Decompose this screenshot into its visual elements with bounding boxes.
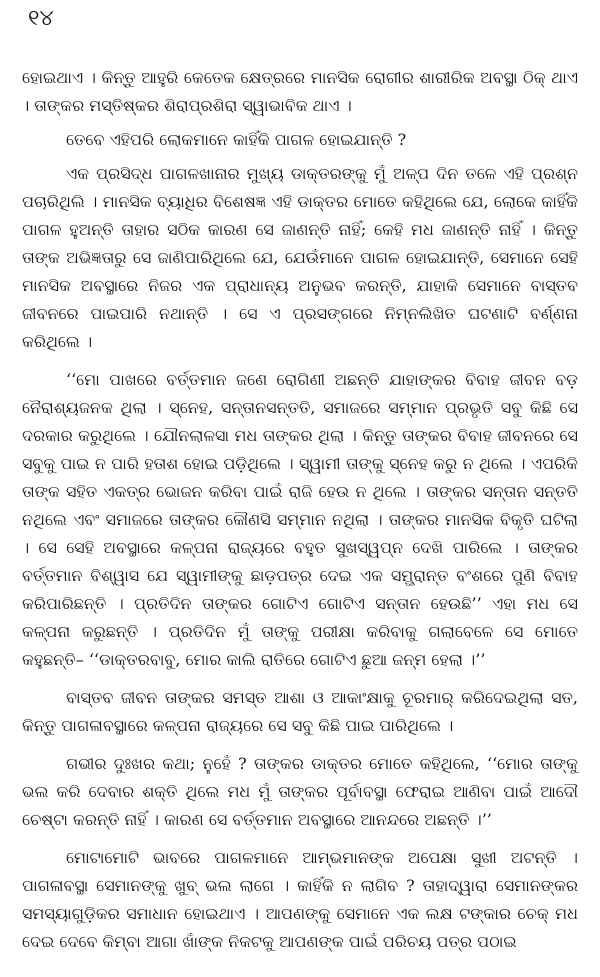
paragraph-doctor-account: ଏକ ପ୍ରସିଦ୍ଧ ପାଗଳଖାନାର ମୁଖ୍ୟ ଡାକ୍ତରଙ୍କୁ ମୁଁ ଅଳ୍ପ ଦିନ ତଳେ ଏହି ପ୍ରଶ୍ନ ପଚାରିଥିଲି । ମାନସିକ ବ୍ୟାଧିର ବିଶେଷଜ୍ଞ ଏହି ଡାକ୍ତର ମୋତେ କହିଥିଲେ ଯେ, ଲୋକେ କାହିଁକି ପାଗଳ ହୁଅନ୍ତି ତାହାର ସଠିକ କାରଣ ସେ ଜାଣନ୍ତି ନାହିଁ; କେହି ମଧ ଜାଣନ୍ତି ନାହିଁ । କିନ୍ତୁ ତାଙ୍କ ଅଭିଜ୍ଞତାରୁ ସେ ଜାଣିପାରିଥିଲେ ଯେ, ଯେଉଁମାନେ ପାଗଳ ହୋଇଯାନ୍ତି, ସେମାନେ ସେହି ମାନସିକ ଅବସ୍ଥାରେ ନିଜର ଏକ ପ୍ରାଧାନ୍ୟ ଅନୁଭବ କରନ୍ତି, ଯାହାକି ସେମାନେ ବାସ୍ତବ ଜୀବନରେ ପାଇପାରି ନଥାନ୍ତି । ସେ ଏ ପ୍ରସଙ୍ଗରେ ନିମ୍ନଲିଖିତ ଘଟଣାଟି ବର୍ଣ୍ଣନା କରିଥିଲେ । xyxy=(22,164,578,351)
page-number: ୧୪ xyxy=(28,6,54,31)
paragraph-happiness: ମୋଟାମୋଟି ଭାବରେ ପାଗଳମାନେ ଆମ୍ଭମାନଙ୍କ ଅପେକ୍ଷା ସୁଖୀ ଅଟନ୍ତି । ପାଗଳାବସ୍ଥା ସେମାନଙ୍କୁ ଖୁବ୍ ଭଲ ଲାଗେ । କାହିଁକି ନ ଲାଗିବ ? ତାହାଦ୍ୱାରା ସେମାନଙ୍କର ସମସ୍ୟାଗୁଡ଼ିକର ସମାଧାନ ହୋଇଥାଏ । ଆପଣଙ୍କୁ ସେମାନେ ଏକ ଲକ୍ଷ ଟଙ୍କାର ଚେକ୍ ମଧ ଦେଇ ଦେବେ କିମ୍ବା ଆଗା ଖାଁଙ୍କ ନିକଟକୁ ଆପଣଙ୍କ ପାଇଁ ପରିଚୟ ପତ୍ର ପଠାଇ xyxy=(22,848,578,951)
body-text xyxy=(22,64,578,956)
paragraph-doctor-quote: ଗଭୀର ଦୁଃଖର କଥା; ନୁହେଁ ? ତାଙ୍କର ଡାକ୍ତର ମୋତେ କହିଥିଲେ, ‘‘ମୋର ତାଙ୍କୁ ଭଲ କରି ଦେବାର ଶକ୍ତି ଥିଲେ ମଧ ମୁଁ ତାଙ୍କର ପୂର୍ବାବସ୍ଥା ଫେରାଇ ଆଣିବା ପାଇଁ ଆଦୌ ଚେଷ୍ଟା କରନ୍ତି ନାହିଁ । କାରଣ ସେ ବର୍ତ୍ତମାନ ଅବସ୍ଥାରେ ଆନନ୍ଦରେ ଅଛନ୍ତି ।’’ xyxy=(22,754,578,829)
paragraph-question: ତେବେ ଏହିପରି ଲୋକମାନେ କାହିଁକି ପାଗଳ ହୋଇଯାନ୍ତି ? xyxy=(66,130,407,149)
paragraph-reality: ବାସ୍ତବ ଜୀବନ ତାଙ୍କର ସମସ୍ତ ଆଶା ଓ ଆକାଂକ୍ଷାକୁ ଚୂରମାର୍ କରିଦେଇଥିଲା ସତ, କିନ୍ତୁ ପାଗଳାବସ୍ଥାରେ କଳ୍ପନା ରାଜ୍ୟରେ ସେ ସବୁ କିଛି ପାଇ ପାରିଥିଲେ । xyxy=(22,688,578,735)
paragraph-patient-quote: ‘‘ମୋ ପାଖରେ ବର୍ତ୍ତମାନ ଜଣେ ରୋଗିଣୀ ଅଛନ୍ତି ଯାହାଙ୍କର ବିବାହ ଜୀବନ ବଡ଼ ନୈରାଶ୍ୟଜନକ ଥିଲା । ସ୍ନେହ, ସନ୍ତାନସନ୍ତତି, ସମାଜରେ ସମ୍ମାନ ପ୍ରଭୃତି ସବୁ କିଛି ସେ ଦରକାର କରୁଥିଲେ । ଯୌନଲାଳସା ମଧ ତାଙ୍କର ଥିଲା । କିନ୍ତୁ ତାଙ୍କର ବିବାହ ଜୀବନରେ ସେ ସବୁକୁ ପାଇ ନ ପାରି ହତାଶ ହୋଇ ପଡ଼ିଥିଲେ । ସ୍ୱାମୀ ତାଙ୍କୁ ସ୍ନେହ କରୁ ନ ଥିଲେ । ଏପରିକି ତାଙ୍କ ସହିତ ଏକତ୍ର ଭୋଜନ କରିବା ପାଇଁ ରାଜି ହେଉ ନ ଥିଲେ । ତାଙ୍କର ସନ୍ତାନ ସନ୍ତତି ନଥିଲେ ଏବଂ ସମାଜରେ ତାଙ୍କର କୌଣସି ସମ୍ମାନ ନଥିଲା । ତାଙ୍କର ମାନସିକ ବିକୃତି ଘଟିଲା । ସେ ସେହି ଅବସ୍ଥାରେ କଳ୍ପନା ରାଜ୍ୟରେ ବହୁତ ସୁଖସ୍ୱପ୍ନ ଦେଖି ପାରିଲେ । ତାଙ୍କର ବର୍ତ୍ତମାନ ବିଶ୍ୱାସ ଯେ ସ୍ୱାମୀଙ୍କୁ ଛାଡ଼ପତ୍ର ଦେଇ ଏକ ସମ୍ଭ୍ରାନ୍ତ ବଂଶରେ ପୁଣି ବିବାହ କରିପାରିଛନ୍ତି । ପ୍ରତିଦିନ ତାଙ୍କର ଗୋଟିଏ ଗୋଟିଏ ସନ୍ତାନ ହେଉଛି’’ ଏହା ମଧ ସେ କଳ୍ପନା କରୁଛନ୍ତି । ପ୍ରତିଦିନ ମୁଁ ତାଙ୍କୁ ପରୀକ୍ଷା କରିବାକୁ ଗଲାବେଳେ ସେ ମୋତେ କହୁଛନ୍ତି– ‘‘ଡାକ୍ତରବାବୁ, ମୋର କାଲି ରାତିରେ ଗୋଟିଏ ଛୁଆ ଜନ୍ମ ହେଲା ।’’ xyxy=(22,370,578,669)
paragraph-continuation: ହୋଇଥାଏ । କିନ୍ତୁ ଆହୁରି କେତେକ କ୍ଷେତ୍ରରେ ମାନସିକ ରୋଗୀର ଶାରୀରିକ ଅବସ୍ଥା ଠିକ୍ ଥାଏ । ତାଙ୍କର ମସ୍ତିଷ୍କର ଶିରାପ୍ରଶିରା ସ୍ୱାଭାବିକ ଥାଏ । xyxy=(22,68,578,115)
